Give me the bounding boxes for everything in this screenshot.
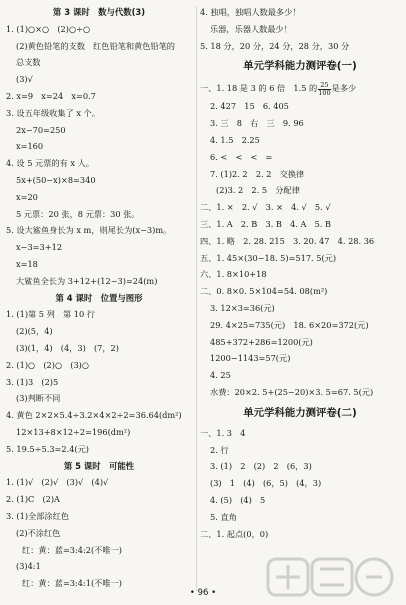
right-answer-line: 3. 12×3=36(元) <box>210 302 275 313</box>
left-answer-line: 5. 设大鲨鱼身长为 x m，则尾长为(x−3)m。 <box>6 225 172 236</box>
right-answer-line-fraction <box>200 78 400 98</box>
left-answer-line: 5 元票：20 张，8 元票：30 张。 <box>16 208 140 219</box>
right-answer-line: (3) 1 (4) (6，5) (4，3) <box>210 478 322 489</box>
left-answer-line: 红：黄：蓝=3:4:2(不唯一) <box>22 544 122 555</box>
left-answer-line: 大鲨鱼全长为 3+12+(12−3)=24(m) <box>16 275 158 286</box>
right-answer-line: 二、0. 8×0. 5×104=54. 08(m²) <box>200 286 328 297</box>
left-answer-line: 2x−70=250 <box>16 124 66 135</box>
left-answer-line: 5. 19.5÷5.3=2.4(元) <box>6 443 89 454</box>
left-answer-line: (3)(1，4) (4，3) (7，2) <box>16 342 119 353</box>
left-answer-line: 1. (1)第 5 列 第 10 行 <box>6 309 95 320</box>
left-answer-line: x=20 <box>16 191 38 202</box>
left-answer-line: 5x+(50−x)×8=340 <box>16 174 96 185</box>
fraction-numerator: 25 <box>318 82 330 90</box>
line-text-after: 是多少 <box>331 83 357 94</box>
watermark-stamp-icon <box>266 555 396 599</box>
right-answer-line: 1200−1143=57(元) <box>210 353 291 364</box>
right-answer-line: 六、1. 8×10+18 <box>200 269 267 280</box>
line-text-before: 一、1. 18 是 3 的 6 倍 1.5 的 <box>200 83 318 94</box>
right-answer-line: 29. 4×25=735(元) 18. 6×20=372(元) <box>210 319 369 330</box>
left-answer-line: 总支数 <box>16 57 41 68</box>
right-answer-line: 485+372+286=1200(元) <box>210 336 313 347</box>
left-answer-line: (2)(5，4) <box>16 326 53 337</box>
right-answer-line: 3. 三 8 右 三 9. 96 <box>210 118 304 129</box>
left-answer-line: 1. (1)√ (2)√ (3)√ (4)√ <box>6 477 109 488</box>
fraction <box>318 82 330 97</box>
left-column <box>6 4 192 592</box>
left-answer-line: 3. (1)全部涂红色 <box>6 510 69 521</box>
right-answer-line: (2)3. 2 2. 5 分配律 <box>216 185 300 196</box>
right-test-heading: 单元学科能力测评卷(一) <box>243 60 357 73</box>
right-answer-line: 五、1. 45×(30−18. 5)=517. 5(元) <box>200 252 337 263</box>
right-answer-line: 7. (1)2. 2 2. 2 交换律 <box>210 168 305 179</box>
left-answer-line: 3. (1)3 (2)5 <box>6 376 59 387</box>
left-answer-line: (2)不涂红色 <box>16 527 61 538</box>
right-answer-line: 5. 直角 <box>210 511 237 522</box>
left-section-heading: 第 4 课时 位置与图形 <box>55 292 143 303</box>
right-answer-line: 四、1. 略 2. 28. 215 3. 20. 47 4. 28. 36 <box>200 235 375 246</box>
left-answer-line: x−3=3+12 <box>16 242 63 253</box>
right-answer-line: 一、1. 3 4 <box>200 427 246 438</box>
left-section-heading: 第 5 课时 可能性 <box>63 460 135 471</box>
left-answer-line: (2)黄色铅笔的支数 红色铅笔和黄色铅笔的 <box>16 40 175 51</box>
left-answer-line: (3)判断不同 <box>16 393 61 404</box>
left-answer-line: 4. 黄色 2×2×5.4÷3.2×4×2÷2=36.64(dm²) <box>6 410 182 421</box>
left-answer-line: 2. (1)C (2)A <box>6 494 60 505</box>
column-divider <box>196 6 197 591</box>
right-answer-line: 乐器，乐器人数最少！ <box>210 23 292 34</box>
right-answer-line: 5. 18 分，20 分，24 分，28 分，30 分 <box>200 40 350 51</box>
right-answer-line: 三、1. A 2. B 3. B 4. A 5. B <box>200 218 332 229</box>
right-column <box>200 4 400 542</box>
left-answer-line: 4. 设 5 元票的有 x 人。 <box>6 158 94 169</box>
right-answer-line: 2. 427 15 6. 405 <box>210 101 289 112</box>
left-answer-line: x=18 <box>16 258 38 269</box>
left-answer-line: (3)4:1 <box>16 561 41 572</box>
left-answer-line: 1. (1)○×○ (2)○÷○ <box>6 23 91 34</box>
right-answer-line: 二、1. 起点(0，0) <box>200 528 269 539</box>
left-answer-line: 2. (1)○ (2)○ (3)○ <box>6 359 90 370</box>
page-number: • 96 • <box>189 588 217 598</box>
left-answer-line: 3. 设五年级收集了 x 个。 <box>6 107 100 118</box>
left-answer-line: 2. x=9 x=24 x=0.7 <box>6 90 96 101</box>
right-answer-line: 4. 25 <box>210 370 231 381</box>
left-answer-line: x=160 <box>16 141 44 152</box>
fraction-denominator: 100 <box>318 88 331 97</box>
right-answer-line: 水费：20×2. 5+(25−20)×3. 5=67. 5(元) <box>210 386 374 397</box>
right-answer-line: 4. (5) (4) 5 <box>210 494 266 505</box>
left-answer-line: (3)√ <box>16 74 33 85</box>
right-test-heading: 单元学科能力测评卷(二) <box>243 406 357 419</box>
right-answer-line: 4. 1.5 2.25 <box>210 134 260 145</box>
left-answer-line: 12×13+8×12÷2=196(dm²) <box>16 426 131 437</box>
right-answer-line: 6. < < < = <box>210 151 273 162</box>
right-answer-line: 2. 行 <box>210 444 229 455</box>
left-answer-line: 红：黄：蓝=3:4:1(不唯一) <box>22 578 122 589</box>
right-answer-line: 3. (1) 2 (2) 2 (6，3) <box>210 461 312 472</box>
right-answer-line: 二、1. × 2. √ 3. × 4. √ 5. √ <box>200 202 331 213</box>
left-section-heading: 第 3 课时 数与代数(3) <box>52 7 146 17</box>
right-answer-line: 4. 独唱，独唱人数最多少！ <box>200 7 301 17</box>
